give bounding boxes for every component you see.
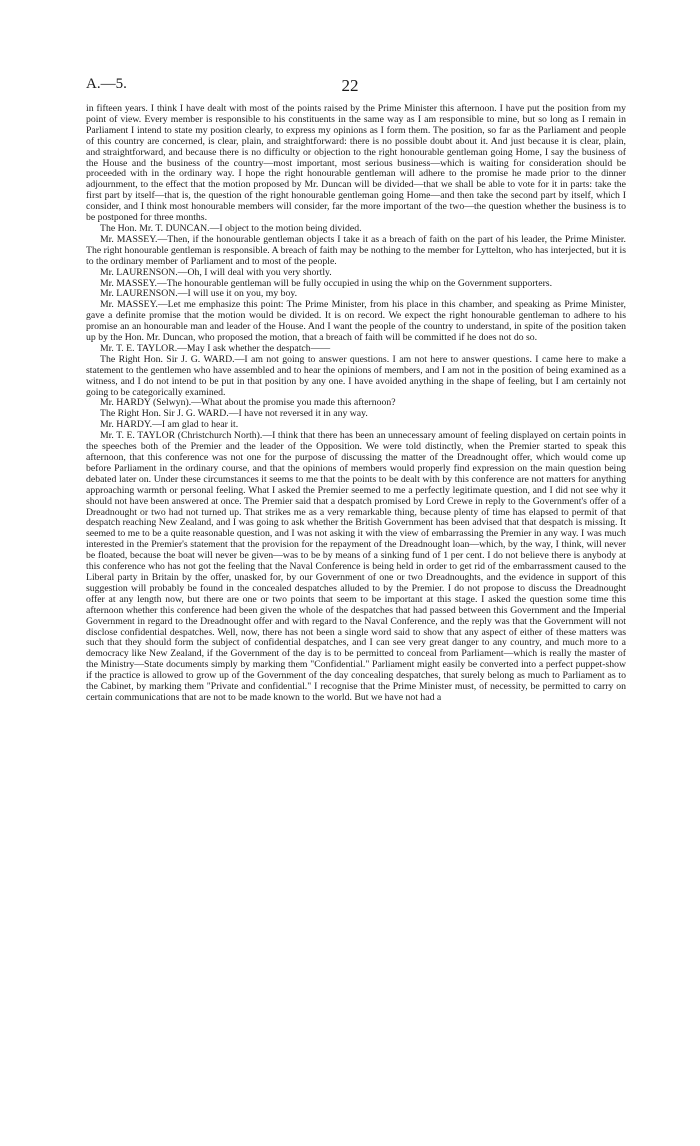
paragraph: Mr. MASSEY.—The honourable gentleman will be fully occupied in using the whip on the Government supporters. — [100, 277, 553, 289]
paragraph: in fifteen years. I think I have dealt with most of the points raised by the Prime Minister this afternoon. I have put the position from my point of view. Every member is responsible to his constituents in the same way as I am responsible to mine, but so long as I remain in Parliament I intend to state my position clearly, to express my opinions as I form them. The position, so far as the Parliament and people of this country are concerned, is clear, plain, and straightforward: there is no possible doubt about it. And just because it is clear, plain, and straightforward, and because there is no difficulty or objection to the right honourable gentleman going Home, I say the business of the House and the business of the country—most important, most serious business—which is waiting for consideration should be proceeded with in the ordinary way. I hope the right honourable gentleman will adhere to the promise he made prior to the dinner adjournment, to the effect that the motion proposed by Mr. Duncan will be divided—that we shall be able to vote for it in parts: take the first part by itself—that is, the question of the right honourable gentleman going Home—and then take the second part by itself, which I consider, and I think most honourable members will consider, far the more important of the two—the question whether the business is to be postponed for three months. — [86, 103, 626, 224]
paragraph: Mr. HARDY (Selwyn).—What about the promise you made this afternoon? — [100, 397, 396, 409]
paragraph: Mr. LAURENSON.—Oh, I will deal with you very shortly. — [100, 266, 332, 278]
page-header — [86, 76, 614, 98]
paragraph: Mr. LAURENSON.—I will use it on you, my boy. — [100, 288, 298, 300]
paragraph: The Right Hon. Sir J. G. WARD.—I have not reversed it in any way. — [100, 408, 368, 420]
paragraph: Mr. T. E. TAYLOR.—May I ask whether the despatch—— — [100, 342, 331, 354]
body-text — [86, 104, 626, 704]
document-reference: A.—5. — [86, 76, 127, 92]
paragraph: The Hon. Mr. T. DUNCAN.—I object to the motion being divided. — [100, 222, 362, 234]
paragraph: Mr. T. E. TAYLOR (Christchurch North).—I think that there has been an unnecessary amount of feeling displayed on certain points in the speeches both of the Premier and the leader of the Opposition. We were told distinctly, when the Premier started to speak this afternoon, that this conference was not one for the purpose of discussing the matter of the Dreadnought offer, which would come up before Parliament in the ordinary course, and that the opinions of members would properly find expression on the main question being debated later on. Under these circumstances it seems to me that the points to be dealt with by this conference are not matters for anything approaching warmth or personal feeling. What I asked the Premier seemed to me a perfectly legitimate question, and I did not see why it should not have been answered at once. The Premier said that a despatch promised by Lord Crewe in reply to the Government's offer of a Dreadnought or two had not turned up. That strikes me as a very remarkable thing, because plenty of time has elapsed to permit of that despatch reaching New Zealand, and I was going to ask whether the British Government has been advised that that despatch is missing. It seemed to me to be a quite reasonable question, and I was not asking it with the view of embarrassing the Premier in any way. I was much interested in the Premier's statement that the provision for the repayment of the Dreadnought loan—which, by the way, I think, will never be floated, because the boat will never be given—was to be by means of a sinking fund of 1 per cent. I do not believe there is anybody at this conference who has not got the feeling that the Naval Conference is being held in order to get rid of the embarrassment caused to the Liberal party in Britain by the offer, unasked for, by our Government of one or two Dreadnoughts, and the evidence in support of this suggestion will probably be found in the concealed despatches alluded to by the Premier. I do not propose to discuss the Dreadnought offer at any length now, but there are one or two points that seem to be important at this stage. I asked the question some time this afternoon whether this conference had been given the whole of the despatches that had passed between this Government and the Imperial Government in regard to the Dreadnought offer and with regard to the Naval Conference, and the reply was that the Government will not disclose confidential despatches. Well, now, there has not been a single word said to show that any aspect of either of these matters was such that they should form the subject of confidential despatches, and I can see very great danger to any country, and much more to a democracy like New Zealand, if the Government of the day is to be permitted to conceal from Parliament—which is really the master of the Ministry—State documents simply by marking them "Confidential." Parliament might easily be converted into a perfect puppet-show if the practice is allowed to grow up of the Government of the day concealing despatches, that surely belong as much to Parliament as to the Cabinet, by marking them "Private and confidential." I recognise that the Prime Minister must, of necessity, be permitted to carry on certain communications that are not to be made known to the world. But we have not had a — [86, 430, 626, 703]
paragraph: Mr. HARDY.—I am glad to hear it. — [100, 419, 239, 431]
page-number: 22 — [341, 76, 359, 95]
paragraph: Mr. MASSEY.—Then, if the honourable gentleman objects I take it as a breach of faith on the part of his leader, the Prime Minister. The right honourable gentleman is responsible. A breach of faith may be nothing to the member for Lyttelton, who has interjected, but it is to the ordinary member of Parliament and to most of the people. — [86, 233, 626, 267]
paragraph: The Right Hon. Sir J. G. WARD.—I am not going to answer questions. I am not here to answer questions. I came here to make a statement to the gentlemen who have assembled and to hear the opinions of members, and I am not in the position of being examined as a witness, and I do not intend to be put in that position by any one. I have avoided anything in the shape of feeling, but I am certainly not going to be categorically examined. — [86, 353, 626, 398]
paragraph: Mr. MASSEY.—Let me emphasize this point: The Prime Minister, from his place in this chamber, and speaking as Prime Minister, gave a definite promise that the motion would be divided. It is on record. We expect the right honourable gentleman to adhere to his promise an an honourable man and leader of the House. And I want the people of the country to understand, in spite of the position taken up by the Hon. Mr. Duncan, who proposed the motion, that a breach of faith will be committed if he does not do so. — [86, 299, 626, 344]
